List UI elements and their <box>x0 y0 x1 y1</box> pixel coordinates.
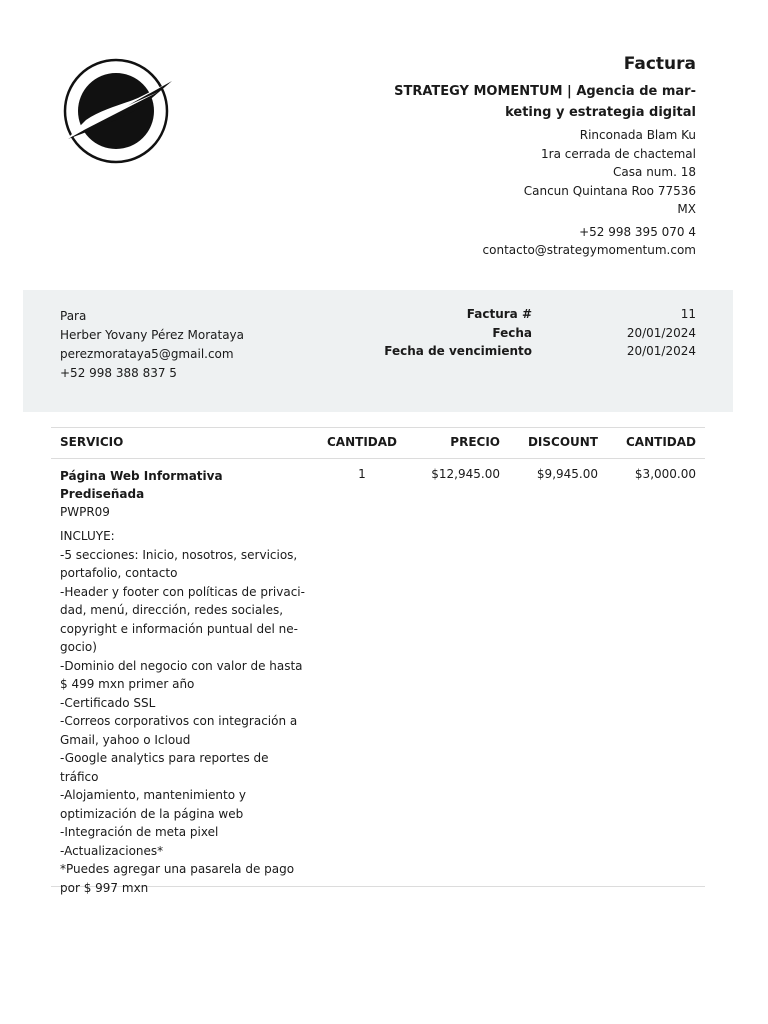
billing-panel <box>23 290 733 412</box>
service-name: Página Web Informativa Prediseñada <box>60 469 223 501</box>
service-cell <box>60 467 310 897</box>
meta-date: Fecha 20/01/2024 <box>492 325 696 340</box>
client-email: perezmorataya5@gmail.com <box>60 347 234 361</box>
header-discount: DISCOUNT <box>527 435 598 449</box>
item-amount: $3,000.00 <box>634 467 696 481</box>
items-table <box>51 427 705 895</box>
company-address: Rinconada Blam Ku 1ra cerrada de chactemal Casa num. 18 Cancun Quintana Roo 77536 MX <box>523 128 696 216</box>
table-row <box>51 459 705 895</box>
company-logo-icon <box>62 58 174 164</box>
company-contact <box>356 223 696 260</box>
company-name: STRATEGY MOMENTUM | Agencia de mar- keting y estrategia digital <box>394 84 696 120</box>
header-quantity: CANTIDAD <box>327 435 397 449</box>
document-title: Factura <box>623 54 696 74</box>
service-code: PWPR09 <box>60 505 110 519</box>
item-discount: $9,945.00 <box>536 467 598 481</box>
item-price: $12,945.00 <box>431 467 500 481</box>
header-service: SERVICIO <box>60 435 124 449</box>
company-info <box>356 53 696 260</box>
company-phone: +52 998 395 070 4 <box>579 224 696 239</box>
meta-due-date: Fecha de vencimiento 20/01/2024 <box>384 344 696 358</box>
client-phone: +52 998 388 837 5 <box>60 366 177 380</box>
meta-invoice-number: Factura # 11 <box>466 307 696 321</box>
invoice-meta <box>23 307 733 363</box>
service-description: INCLUYE: -5 secciones: Inicio, nosotros, servicios, portafolio, contacto -Header y footer con políticas de privaci- dad, menú, dirección, redes sociales, copyright e información puntual del ne- gocio) -Dominio del negocio con valor de hasta $ 499 mxn primer año -Certificado SSL -Correos corporativos con integración a Gmail, yahoo o Icloud -Google analytics para reportes de tráfico -Alojamiento, mantenimiento y optimización de la página web -Integración de meta pixel -Actualizaciones* *Puedes agregar una pasarela de pago por $ 997 mxn <box>60 529 305 895</box>
bill-to-label: Para <box>60 309 87 323</box>
item-quantity: 1 <box>358 467 366 481</box>
header-price: PRECIO <box>450 435 500 449</box>
header-amount: CANTIDAD <box>626 435 696 449</box>
client-name: Herber Yovany Pérez Morataya <box>60 328 244 342</box>
table-header <box>51 427 705 459</box>
company-email: contacto@strategymomentum.com <box>482 243 696 257</box>
